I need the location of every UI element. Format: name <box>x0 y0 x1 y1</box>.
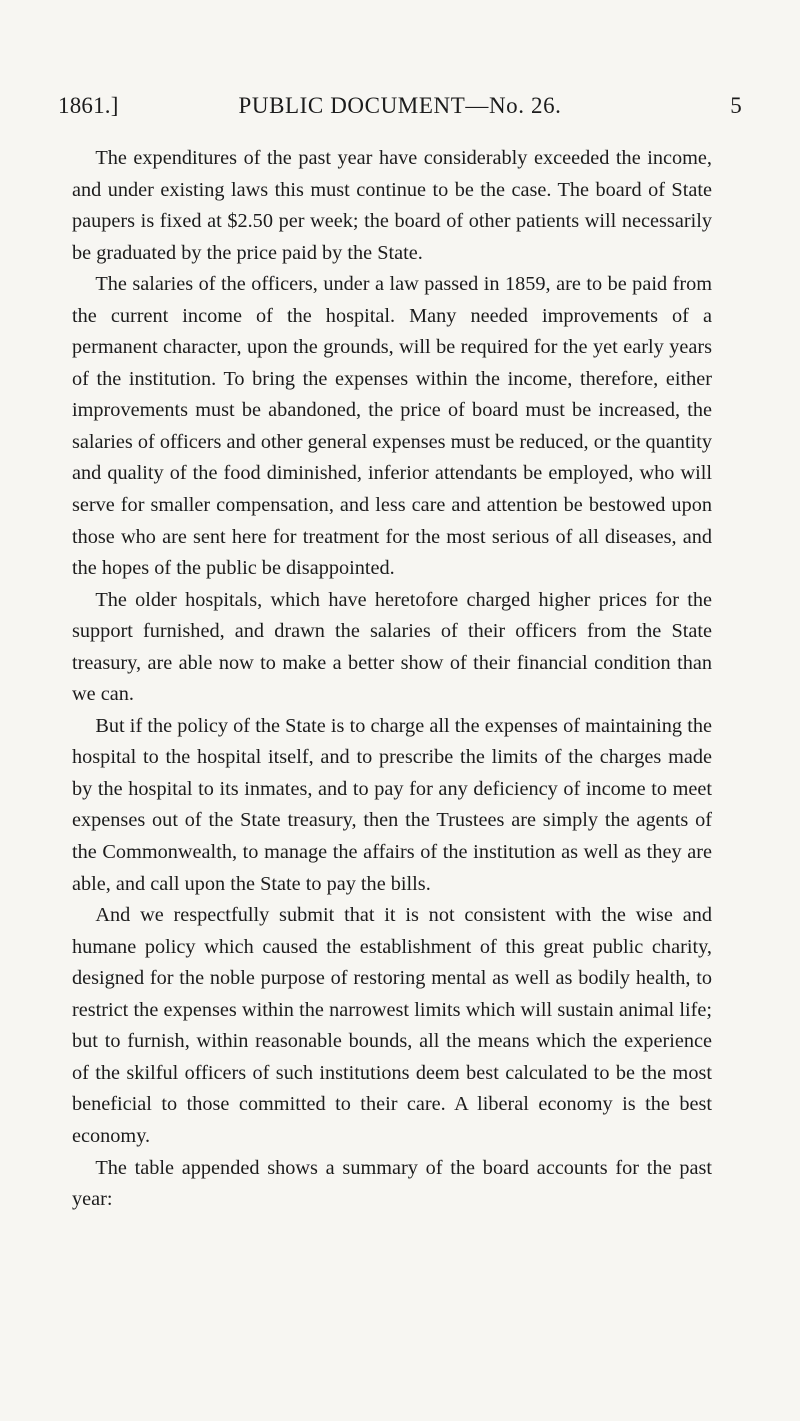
body-text <box>72 143 712 1216</box>
header-year: 1861.] <box>58 93 119 118</box>
paragraph-table-intro: The table appended shows a summary of the board accounts for the past year: <box>72 1156 712 1211</box>
header-title: PUBLIC DOCUMENT—No. 26. <box>238 93 562 118</box>
paragraph-older-hospitals: The older hospitals, which have heretofore charged higher prices for the support furnished, and drawn the salaries of their officers from the State treasury, are able now to make a better show of their financial condition than we can. <box>72 588 712 706</box>
page-number: 5 <box>730 93 742 118</box>
paragraph-salaries: The salaries of the officers, under a law passed in 1859, are to be paid from the current income of the hospital. Many needed improvements of a permanent character, upon the grounds, will be required for the yet early years of the institution. To bring the expenses within the income, therefore, either improvements must be abandoned, the price of board must be increased, the salaries of officers and other general expenses must be reduced, or the quantity and quality of the food diminished, inferior attendants be employed, who will serve for smaller compensation, and less care and attention be bestowed upon those who are sent here for treatment for the most serious of all diseases, and the hopes of the public be disappointed. <box>72 273 712 580</box>
paragraph-liberal-economy: And we respectfully submit that it is not consistent with the wise and humane policy which caused the establishment of this great public charity, designed for the noble purpose of restoring mental as well as bodily health, to restrict the expenses within the narrowest limits which will sustain animal life; but to furnish, within reasonable bounds, all the means which the experience of the skilful officers of such institutions deem best calculated to be the most beneficial to those committed to their care. A liberal economy is the best economy. <box>72 904 712 1147</box>
running-header <box>58 93 742 127</box>
paragraph-state-policy: But if the policy of the State is to charge all the expenses of maintaining the hospital to the hospital itself, and to prescribe the limits of the charges made by the hospital to its inmates, and to pay for any deficiency of income to meet expenses out of the State treasury, then the Trustees are simply the agents of the Commonwealth, to manage the affairs of the institution as well as they are able, and call upon the State to pay the bills. <box>72 714 712 895</box>
paragraph-expenditures: The expenditures of the past year have considerably exceeded the income, and under existing laws this must continue to be the case. The board of State paupers is fixed at $2.50 per week; the board of other patients will necessarily be graduated by the price paid by the State. <box>72 147 712 264</box>
